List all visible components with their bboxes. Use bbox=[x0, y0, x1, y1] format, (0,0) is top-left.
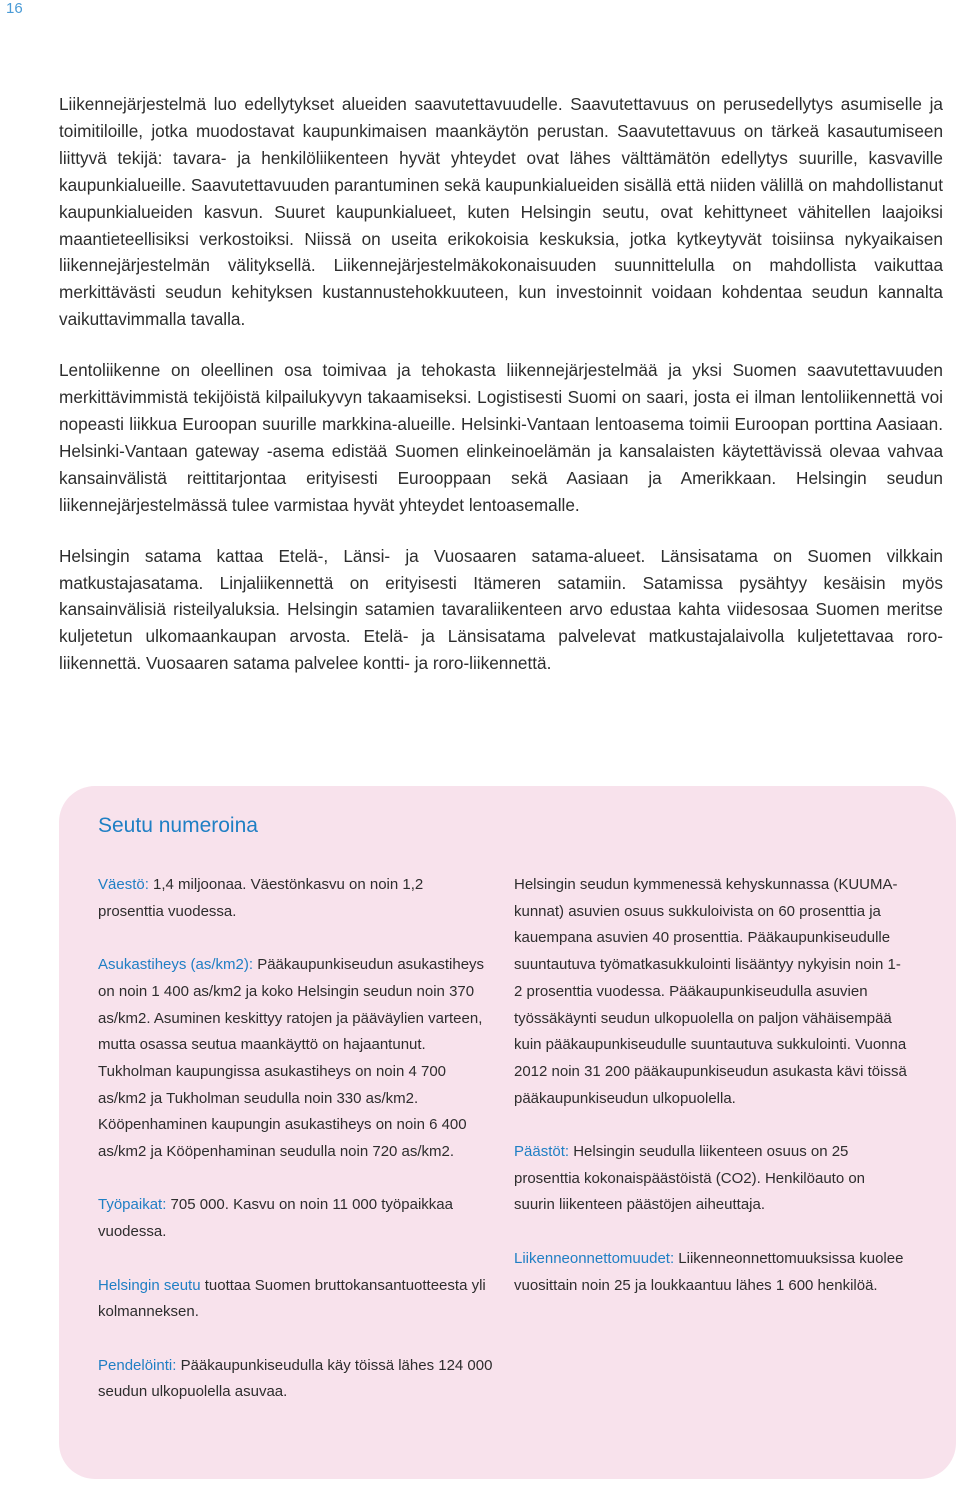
fact-accidents bbox=[514, 1246, 909, 1299]
body-text bbox=[59, 91, 943, 701]
fact-text: Helsingin seudulla liikenteen osuus on 25 prosenttia kokonaispäästöistä (CO2). Henkilöauto on suurin liikenteen päästöjen aiheuttaja. bbox=[514, 1143, 866, 1214]
facts-column-left bbox=[98, 872, 493, 1433]
fact-label: Väestö: bbox=[98, 876, 149, 893]
fact-label: Asukastiheys (as/km2): bbox=[98, 956, 254, 974]
fact-kuuma-commuting bbox=[514, 872, 909, 1112]
fact-text: Helsingin seudun kymmenessä kehyskunnassa (KUUMA-kunnat) asuvien osuus sukkuloivista on 60 prosenttia ja kauempana asuvien 40 prosenttia. Pääkaupunkiseudulle suuntautuva työmatkasukkulointi lisääntyy nykyisin noin 1-2 prosenttia vuodessa. Pääkaupunkiseudulla asuvien työssäkäynti seudun ulkopuolella on paljon vähäisempää kuin pääkaupunkiseudulle suuntautuva sukkulointi. Vuonna 2012 noin 31 200 pääkaupunkiseudun asukasta kävi töissä pääkaupunkiseudun ulkopuolella. bbox=[514, 876, 907, 1107]
fact-emissions bbox=[514, 1139, 909, 1219]
page-number: 16 bbox=[6, 0, 23, 17]
fact-text: Liikenneonnettomuuksissa kuolee vuosittain noin 25 ja loukkaantuu lähes 1 600 henkilöä. bbox=[514, 1249, 904, 1294]
fact-label: Liikenneonnettomuudet: bbox=[514, 1249, 675, 1267]
fact-jobs bbox=[98, 1192, 493, 1245]
facts-box bbox=[59, 786, 956, 1479]
fact-text: tuottaa Suomen bruttokansantuotteesta yli kolmanneksen. bbox=[98, 1276, 486, 1321]
facts-title: Seutu numeroina bbox=[98, 814, 258, 837]
fact-commuting bbox=[98, 1353, 493, 1406]
facts-column-right bbox=[514, 872, 909, 1326]
fact-density bbox=[98, 952, 493, 1166]
fact-label: Työpaikat: bbox=[98, 1196, 167, 1214]
fact-text: 705 000. Kasvu on noin 11 000 työpaikkaa vuodessa. bbox=[98, 1196, 453, 1241]
paragraph-port: Helsingin satama kattaa Etelä-, Länsi- ja Vuosaaren satama-alueet. Länsisatama on Suomen vilkkain matkustajasatama. Linjaliikennettä on erityisesti Itämeren satamiin. Satamissa pysähtyy kesäisin myös kansainvälisiä risteilyaluksia. Helsingin satamien tavaraliikenteen arvo edustaa kahta viidesosaa Suomen meritse kuljetetun ulkomaankaupan arvosta. Etelä- ja Länsisatama palvelevat matkustajalaivolla kuljetettavaa roro-liikennettä. Vuosaaren satama palvelee kontti- ja roro-liikennettä. bbox=[59, 545, 943, 674]
fact-population bbox=[98, 872, 493, 925]
fact-label: Päästöt: bbox=[514, 1143, 570, 1161]
paragraph-transport-system: Liikennejärjestelmä luo edellytykset alueiden saavutettavuudelle. Saavutettavuus on perusedellytys asumiselle ja toimitiloille, jotka muodostavat kaupunkimaisen maankäytön perustan. Saavutettavuus on tärkeä kasautumiseen liittyvä tekijä: tavara- ja henkilöliikenteen hyvät yhteydet ovat lähes välttämätön edellytys suurille, kasvaville kaupunkialueille. Saavutettavuuden parantuminen sekä kaupunkialueiden sisällä että niiden välillä on mahdollistanut kaupunkialueiden kasvun. Suuret kaupunkialueet, kuten Helsingin seutu, ovat kehittyneet vähitellen laajoiksi maantieteellisiksi verkostoiksi. Niissä on useita erikokoisia keskuksia, jotka kytkeytyvät toisiinsa nykyaikaisen liikennejärjestelmän välityksellä. Liikennejärjestelmäkokonaisuuden suunnittelulla on mahdollista vaikuttaa merkittävästi seudun kehityksen kustannustehokkuuteen, kun investoinnit voidaan kohdentaa seudun kannalta vaikuttavimmalla tavalla. bbox=[59, 94, 943, 330]
fact-gdp bbox=[98, 1273, 493, 1326]
fact-text: 1,4 miljoonaa. Väestönkasvu on noin 1,2 prosenttia vuodessa. bbox=[98, 876, 424, 920]
fact-text: Pääkaupunkiseudun asukastiheys on noin 1 400 as/km2 ja koko Helsingin seudun noin 370 as/km2. Asuminen keskittyy ratojen ja pääväylien varteen, mutta osassa seutua maankäyttö on hajaantunut. Tukholman kaupungissa asukastiheys on noin 4 700 as/km2 ja Tukholman seudulla noin 330 as/km2. Kööpenhaminen kaupungin asukastiheys on noin 6 400 as/km2 ja Kööpenhaminan seudulla noin 720 as/km2. bbox=[98, 956, 485, 1161]
fact-label: Helsingin seutu bbox=[98, 1276, 201, 1294]
paragraph-air-traffic: Lentoliikenne on oleellinen osa toimivaa ja tehokasta liikennejärjestelmää ja yksi Suomen saavutettavuuden merkittävimmistä tekijöistä kilpailukyvyn takaamiseksi. Logistisesti Suomi on saari, josta ei ilman lentoliikennettä voi nopeasti liikkua Euroopan suurille markkina-alueille. Helsinki-Vantaan lentoasema toimii Euroopan porttina Aasiaan. Helsinki-Vantaan gateway -asema edistää Suomen elinkeinoelämän ja kansalaisten käytettävissä olevaa vahvaa kansainvälistä reittitarjontaa erityisesti Eurooppaan sekä Aasiaan ja Amerikkaan. Helsingin seudun liikennejärjestelmässä tulee varmistaa hyvät yhteydet lentoasemalle. bbox=[59, 360, 943, 515]
fact-label: Pendelöinti: bbox=[98, 1356, 177, 1374]
fact-text: Pääkaupunkiseudulla käy töissä lähes 124 000 seudun ulkopuolella asuvaa. bbox=[98, 1356, 493, 1401]
